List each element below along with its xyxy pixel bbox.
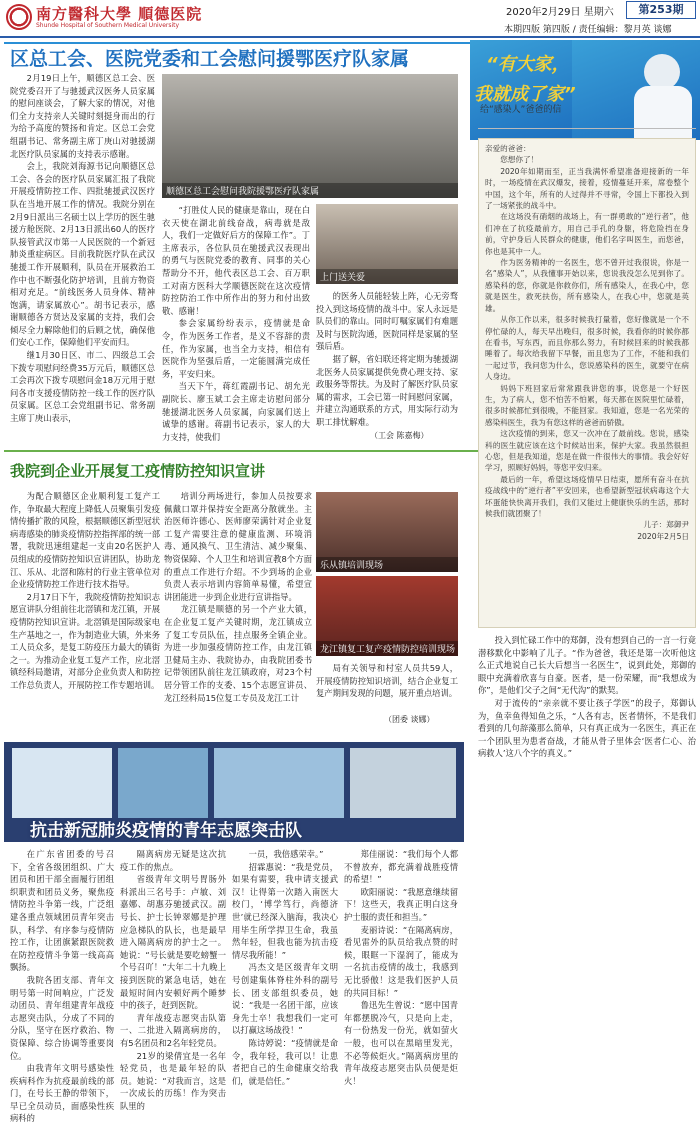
article2-photo-longjiang (316, 576, 458, 656)
article2-photo-lecong (316, 492, 458, 572)
letter-box (478, 138, 696, 628)
paragraph: 21岁的梁倩宜是一名年轻党员，也是最年轻的队员。她说：“对我而言，这是一次成长的历练！作为突击队里的 (120, 1050, 226, 1111)
photo-caption: 乐从镇培训现场 (316, 557, 458, 572)
photo-caption: 龙江镇复工复产疫情防控培训现场 (316, 641, 458, 656)
article1-photo-group (162, 74, 458, 198)
article2-title: 我院到企业开展复工疫情防控知识宣讲 (10, 462, 266, 480)
paragraph: 从你工作以来，很多时候我打量着，您好像就是一个不停忙碌的人，每天早出晚归，很多时候，我看你的时候你都在看书，写东西，而且你那么努力，有时候回来的时候我都睡着了。每次给我留下早餐，而且您为了工作，不能和我们一起过节，我问您为什么，您说感染科的医生，就要守在病人身边。 (485, 315, 689, 382)
photo-caption: 上门送关爱 (316, 269, 458, 284)
photo-volunteer-3 (214, 748, 344, 818)
paragraph: 青年战疫志愿突击队第一、二批进入隔离病房的，有5名团员和2名年轻党员。 (120, 1012, 226, 1048)
paragraph: 我院各团支部、青年文明号第一时间响应，广泛发动团员、青年组建青年战疫志愿突击队，分成了不同的分队，坚守在医疗救治、物资保障、综合协调等重要岗位。 (10, 974, 114, 1061)
photo-volunteer-1 (12, 748, 112, 818)
paragraph: 这次疫情的到来，您又一次冲在了最前线。您说，感染科的医生就应该在这个时候站出来，保护大家。我虽然很担心您，但是我知道，您是在做一件很伟大的事情。我会好好学习，照顾好妈妈，等您平安归来。 (485, 429, 689, 473)
paragraph: “打胜仗人民的健康是靠山，现在白衣天使在湖北前线奋战，病毒就是敌人，我们一定做好后方的保障工作”。丁主席表示，各位队员在驰援武汉表现出的勇气与医院党委的教育、同事的关心帮助分不开，他代表区总工会、百万职工对南方医科大学顺德医院在这次疫情防控防治工作中所作出的努力和付出致敬、感谢！ (162, 205, 310, 316)
paragraph: 培训分两场进行，参加人员按要求佩戴口罩并保持安全距离分散就坐。主治医师许德心、医师廖荣满针对企业复工复产需要注意的健康监测、环境消毒、通风换气、卫生清洁、减少聚集、物资保障、个人卫生和培训宣教8个方面的重点工作进行介绍。不少到场的企业负责人表示培训内容简单易懂，希望宣讲团能进一步到企业进行宣讲指导。 (164, 491, 312, 602)
paragraph: 龙江镇是顺德的另一个产业大镇，在企业复工复产关键时期，龙江镇成立了复工专员队伍，挂点服务全镇企业。为进一步加强疫情防控工作，由龙江镇卫健局主办、我院协办，由我院团委书记带领团队前往龙江镇政府，对23个村居分管工作的支委、15个志愿宣讲员、龙江经科局15位复工专员及龙江工计 (164, 604, 312, 703)
article3-col2 (120, 848, 226, 1111)
divider (478, 128, 696, 129)
issue-date: 2020年2月29日 星期六 (506, 7, 614, 18)
paragraph: 郑佳丽说：“我们每个人都不曾放弃，都充满着战胜疫情的希望！” (344, 849, 458, 885)
paragraph: 局有关领导和村室人员共59人，开展疫情防控知识培训，结合企业复工复产期间发现的问题，展开重点培训。 (316, 663, 458, 699)
article1-title: 区总工会、医院党委和工会慰问援鄂医疗队家属 (10, 48, 410, 70)
paragraph: 的医务人员能轻装上阵，心无旁骛投入到这场疫情的战斗中。家人永远是队员们的靠山。同时叮嘱家属们有难题及时与医院沟通，医院同样是家属的坚强后盾。 (316, 291, 458, 352)
article1-photo-visit (316, 204, 458, 284)
photo-volunteer-2 (118, 748, 208, 818)
paragraph: 鲁迅先生曾说：“愿中国青年都摆脱冷气，只是向上走，有一份热发一份光，就如萤火一般，也可以在黑暗里发光，不必等候炬火。”隔离病房里的青年战疫志愿突击队员便是炬火！ (344, 1000, 458, 1086)
article1-col3 (316, 290, 458, 426)
paragraph: 继1月30日区、市二、四级总工会下拨专项慰问经费35万元后，顺德区总工会再次下拨专项慰问金18万元用于慰问各市支援疫情防控一线工作的医疗队员家属。区总工会党组副书记、常务副主席丁庚山表示， (10, 350, 155, 424)
paragraph: 冯杰文是区级青年文明号创建集体脊柱外科的副号长、团支部组织委员，她说：“我是一名团干部，应该身先士卒！我想我们一定可以打赢这场战役！” (232, 962, 338, 1036)
article3-col3 (232, 848, 338, 1086)
paragraph: 2月19日上午，顺德区总工会、医院党委召开了与驰援武汉医务人员家属的慰问座谈会，了解大家的情况，对他们全力支持亲人关键时刻挺身而出的行为给予高度的赞扬和肯定。区总工会党组副书记、常务副主席丁庚山对驰援湖北医疗队员家属的支持表示感谢。 (10, 73, 155, 159)
paragraph: 据了解，省妇联还将定期为驰援湖北医务人员家属提供免费心理支持、家政服务等帮扶。为及时了解医疗队员家属的需求，工会已第一时间慰问家属，并建立沟通联系的方式，用实际行动为职工排忧解难。 (316, 353, 458, 427)
paragraph: 陈诗婷说：“疫情就是命令，我年轻，我可以！让患者把自己的生命健康交给我们，就是信任。” (232, 1037, 338, 1086)
letter-title: 给“感染人”爸爸的信 (480, 105, 562, 115)
paragraph: 2月17日下午，我院疫情防控知识志愿宣讲队分组前往北滘镇和龙江镇，开展疫情防控知识宣讲。北滘镇是国际级家电生产基地之一，作为制造业大镇，外来务工人员众多，是复工防疫压力最大的镇街之一。为推动企业复工复产工作，应北滘镇经科局邀请，对部分企业负责人和防控工作总负责人，开展防控工作专题培训。 (10, 591, 160, 690)
letter-greeting: 亲爱的爸爸： (485, 144, 531, 153)
paragraph: 在这场没有硝烟的战场上，有一群勇敢的“逆行者”，他们冲在了抗疫最前方，用自己手孔的身躯，将危险挡在身前，守护身后人民群众的健康，他们名字叫医生，而您爸，你也是其中一人。 (485, 212, 689, 256)
paragraph: 投入到忙碌工作中的郑御，没有想到自己的一言一行竟潜移默化中影响了儿子。“作为爸爸，我还是第一次听他这么正式地说自己长大后想当一名医生”，说到此处，郑御的眼中充满着欣喜与自豪。医者，是一份荣耀，而“我想成为你”，是他们父子之间“无代沟”的默契。 (478, 635, 696, 696)
paragraph: 最后的一年，希望这场疫情早日结束，愿所有奋斗在抗疫战线中的“逆行者”平安回来，也希望新型冠状病毒这个大坏蛋能快快离开我们，我们又能过上健康快乐的生活，那时候我们就团聚了！ (485, 474, 689, 518)
after-letter-text (478, 634, 696, 874)
article2-col1 (10, 490, 160, 728)
protective-suit-icon (634, 86, 692, 140)
slogan-photo (572, 40, 700, 140)
editor-info: 本期四版 第四版 / 责任编辑：黎月英 谈娜 (504, 25, 672, 35)
paragraph: 作为医务精神的一名医生，您不曾开过我很说，你是一名“感染人”，从我懂事开始以来，您说我没怎么见到你了。感染科的您，你就是你救你们，所有感染人，在我心中，您就是医生，救死扶伤，所有感染人，在我心中，您就是英雄。 (485, 258, 689, 313)
paragraph: 麦丽诗说：“在隔离病房，看见雷外的队员给我点赞的时候，眼眶一下湿润了，能成为一名抗击疫情的战士，我感到无比骄傲！这是我们医护人员的共同目标！” (344, 924, 458, 998)
paragraph: 欧阳丽说：“我愿意继续留下！这些天，我真正明白这身护士服的责任和担当。” (344, 886, 458, 922)
paragraph: 当天下午，蒋红霞副书记、胡允光副院长、廖玉斌工会主席走访慰问部分驰援湖北医务人员家属，向家属们送上诚挚的感谢。蒋副书记表示，家人的大力支持，使我们 (162, 381, 310, 442)
paragraph: 妈妈下班回家后常常跟我讲您的事，说您是一个好医生，为了病人，您不怕苦不怕累，每天都在医院里忙碌着，很多时候都忙到很晚，不能回家。我知道，您是一名光荣的感染科医生，我为有您这样的爸爸而骄傲。 (485, 383, 689, 427)
hospital-logo-icon (6, 4, 32, 30)
paragraph: 隔离病房无疑是这次抗疫工作的焦点。 (120, 849, 226, 872)
letter-hello: 您想你了！ (500, 155, 539, 165)
hospital-name-en: Shunde Hospital of Southern Medical University (36, 22, 180, 29)
article1-byline: （工会 陈嘉梅） (370, 431, 429, 440)
paragraph: 一员，我倍感荣幸。” (248, 849, 324, 859)
paragraph: 参会家属纷纷表示，疫情就是命令，作为医务工作者，是义不容辞的责任，作为家属，也当全力支持，相信有医院作为坚强后盾，一定能圆满完成任务，平安归来。 (162, 318, 310, 379)
paragraph: 招霖惠说：“我是党员，如果有需要，我申请支援武汉！让得第一次踏入南医大校门，‘博学笃行，尚德济世’就已经深入脑海，我决心用毕生所学捍卫生命，我虽然年轻，但我也能为抗击疫情尽我所能！” (232, 861, 338, 960)
slogan-line1: “有大家， (486, 54, 570, 75)
article1-col2 (162, 204, 310, 442)
letter-signature: 儿子：郑御尹 (643, 520, 689, 530)
paragraph: 对于流传的“亲亲就不要让孩子学医”的段子，郑御认为，鱼幸鱼得知鱼之乐，“人各有志，医者情怀，不是我们看到的几句辞藻那么简单，只有真正成为一名医生，真正在一个团队里为患者奋战，才能从骨子里体会‘医者仁心、治病救人’这八个字的真义。” (478, 697, 696, 759)
article2-col2 (164, 490, 312, 730)
article3-col1 (10, 848, 114, 1124)
paragraph: 2020年如期而至，正当我满怀希望准备迎接新的一年时，一场疫情在武汉爆发，接着，疫情蔓延开来，席卷整个中国，这个年，所有的人过得并不寻常，令国上下都投入到了一场紧张的战斗中。 (485, 166, 689, 211)
paragraph: 为配合顺德区企业顺利复工复产工作，争取最大程度上降低人员聚集引发疫情传播扩散的风险，根据顺德区新型冠状病毒感染的肺炎疫情防控指挥部的统一部署，我院迅速组建起一支由20名医护人员组成的疫情防控知识宣讲团队，协助龙江、乐从、北滘和陈村的行业主管单位对企业疫情防控工作进行技术指导。 (10, 491, 160, 590)
slogan-line2: 我就成了家” (474, 84, 576, 105)
doctor-figure-icon (644, 54, 680, 90)
photo-caption: 顺德区总工会慰问我院援鄂医疗队家属 (162, 183, 458, 198)
issue-number: 第253期 (626, 1, 696, 19)
article3-title: 抗击新冠肺炎疫情的青年志愿突击队 (30, 821, 302, 841)
letter-date: 2020年2月5日 (637, 531, 689, 541)
paragraph: 由我青年文明号感染性疾病科作为抗疫最前线的部门，在号长王静的带领下，早已全员动员，面感染性疾病科的 (10, 1063, 114, 1124)
hospital-name: 南方醫科大學 順德医院 (36, 5, 203, 23)
photo-volunteer-4 (350, 748, 456, 818)
paragraph: 会上，我院刘海源书记向顺德区总工会、各会的医疗队员家属汇报了我院开展疫情防控工作、四批驰援武汉医疗队在当地开展工作的情况。我院分别在2月9日派出三名硕士以上学历的医生驰援方舱医院、2月13日派出60人的医疗队接管武汉市第一人民医院的一个新冠肺炎重症病区。目前我院医疗队在武汉驰援工作开展顺利，队员在开展救治工作中也不断强化防护培训，且前方物资相对充足。“前线医务人员身体、精神饱满，请家属放心”。胡书记表示，感谢顺德各方贤达及家属的支持，我们会倾尽全力解除他们的后顾之忧，确保他们安心工作，保障他们平安而归。 (10, 161, 155, 348)
paragraph: 省级青年文明号胃肠外科派出三名号手：卢敏、刘嘉娜、胡惠芬驰援武汉。副号长、护士长钟翠娜是护理应急梯队的队长，也是最早进入隔离病房的护士之一。她说：“号长就是要吃螃蟹一个号召吖！”大年二十九晚上接到医院的紧急电话，她在最短时间内安顿好两个睡梦中的孩子，赶到医院。 (120, 874, 226, 1011)
article2-col3 (316, 662, 458, 712)
article2-byline: （团委 谈娜） (384, 715, 435, 724)
paragraph: 在广东省团委的号召下，全省各级团组织、广大团员和团干部全面履行团组织职责和团员义务，聚焦疫情防控斗争第一线，广泛组建各重点领域团员青年突击队，科学、有序参与疫情防控工作，让团旗紧跟医院救在防控疫情斗争第一线高高飘扬。 (10, 849, 114, 973)
article3-col4 (344, 848, 458, 1086)
article1-col1 (10, 72, 155, 424)
